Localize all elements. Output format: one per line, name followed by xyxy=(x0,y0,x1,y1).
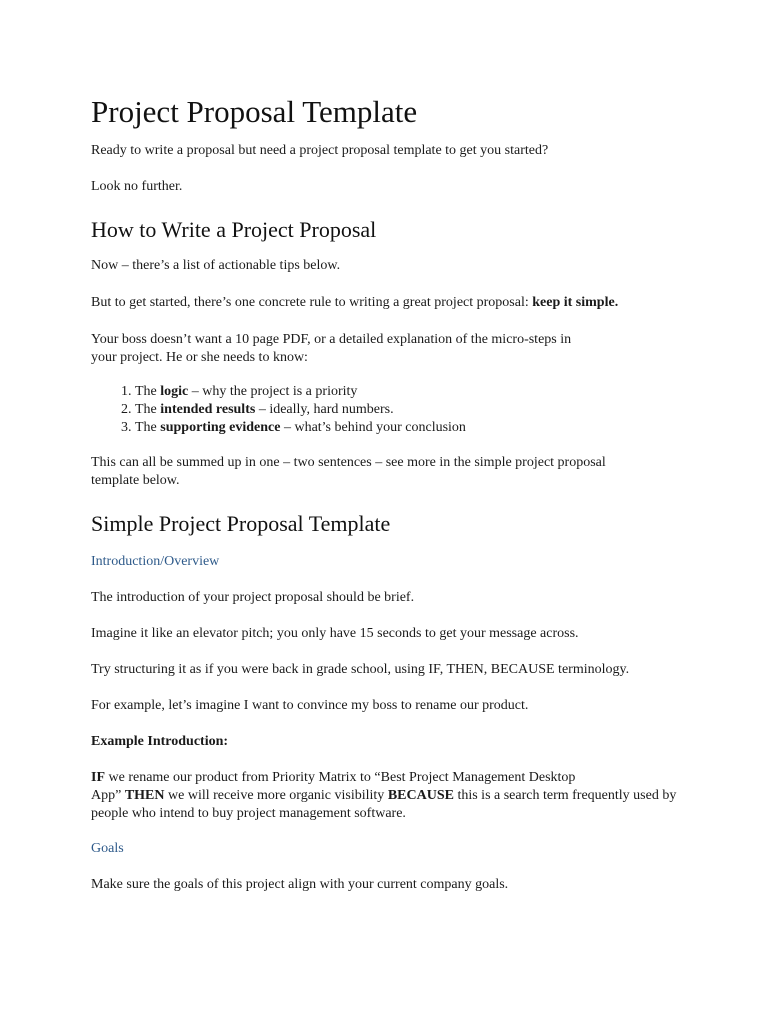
example-heading xyxy=(91,733,691,751)
simple-paragraph-2: Imagine it like an elevator pitch; you only have 15 seconds to get your message across. xyxy=(91,626,579,641)
section-heading-how: How to Write a Project Proposal xyxy=(91,217,377,242)
how-paragraph-2-bold: keep it simple. xyxy=(532,295,619,310)
list-item-prefix: The xyxy=(135,384,161,399)
simple-paragraph-1: The introduction of your project proposal should be brief. xyxy=(91,590,415,605)
simple-paragraph-3: Try structuring it as if you were back in grade school, using IF, THEN, BECAUSE terminology. xyxy=(91,662,630,677)
example-paragraph xyxy=(91,769,681,823)
document-title: Project Proposal Template xyxy=(91,94,418,129)
list-item-prefix: The xyxy=(135,402,161,417)
example-text-1: we rename our product from Priority Matrix to “Best Project Management Desktop xyxy=(105,770,576,785)
simple-paragraph-4: For example, let’s imagine I want to convince my boss to rename our product. xyxy=(91,698,529,713)
how-paragraph-3-line1: Your boss doesn’t want a 10 page PDF, or a detailed explanation of the micro-steps in xyxy=(91,332,572,347)
list-item-bold: supporting evidence xyxy=(160,420,281,435)
list-item xyxy=(135,419,691,437)
intro-paragraph-2: Look no further. xyxy=(91,179,183,194)
intro-paragraph: Ready to write a proposal but need a project proposal template to get you started? xyxy=(91,143,549,158)
example-if: IF xyxy=(91,770,105,785)
how-paragraph-2 xyxy=(91,294,691,312)
example-heading-text: Example Introduction: xyxy=(91,734,229,749)
example-text-2: we will receive more organic visibility xyxy=(164,788,388,803)
how-paragraph-3-line2: your project. He or she needs to know: xyxy=(91,350,308,365)
list-item-bold: logic xyxy=(160,384,189,399)
how-paragraph-3 xyxy=(91,331,691,367)
knowledge-list xyxy=(91,383,691,437)
subheading-introduction: Introduction/Overview xyxy=(91,554,220,569)
list-item-prefix: The xyxy=(135,420,161,435)
list-item-rest: – what’s behind your conclusion xyxy=(280,420,466,435)
list-item xyxy=(135,401,691,419)
list-item xyxy=(135,383,691,401)
list-item-rest: – why the project is a priority xyxy=(188,384,358,399)
goals-paragraph: Make sure the goals of this project align with your current company goals. xyxy=(91,877,509,892)
list-item-rest: – ideally, hard numbers. xyxy=(255,402,394,417)
how-paragraph-2-text: But to get started, there’s one concrete rule to writing a great project proposal: xyxy=(91,295,533,310)
list-item-bold: intended results xyxy=(160,402,256,417)
example-then: THEN xyxy=(124,788,165,803)
section-heading-simple: Simple Project Proposal Template xyxy=(91,511,391,536)
how-paragraph-4: This can all be summed up in one – two sentences – see more in the simple project proposal template below. xyxy=(91,455,606,488)
subheading-goals: Goals xyxy=(91,841,124,856)
example-text-3: this is a search term frequently used by people who intend to buy project management software. xyxy=(91,788,677,821)
document-page xyxy=(91,92,691,912)
how-paragraph-1: Now – there’s a list of actionable tips below. xyxy=(91,258,341,273)
example-because: BECAUSE xyxy=(387,788,454,803)
example-text-1b: App” xyxy=(91,788,125,803)
